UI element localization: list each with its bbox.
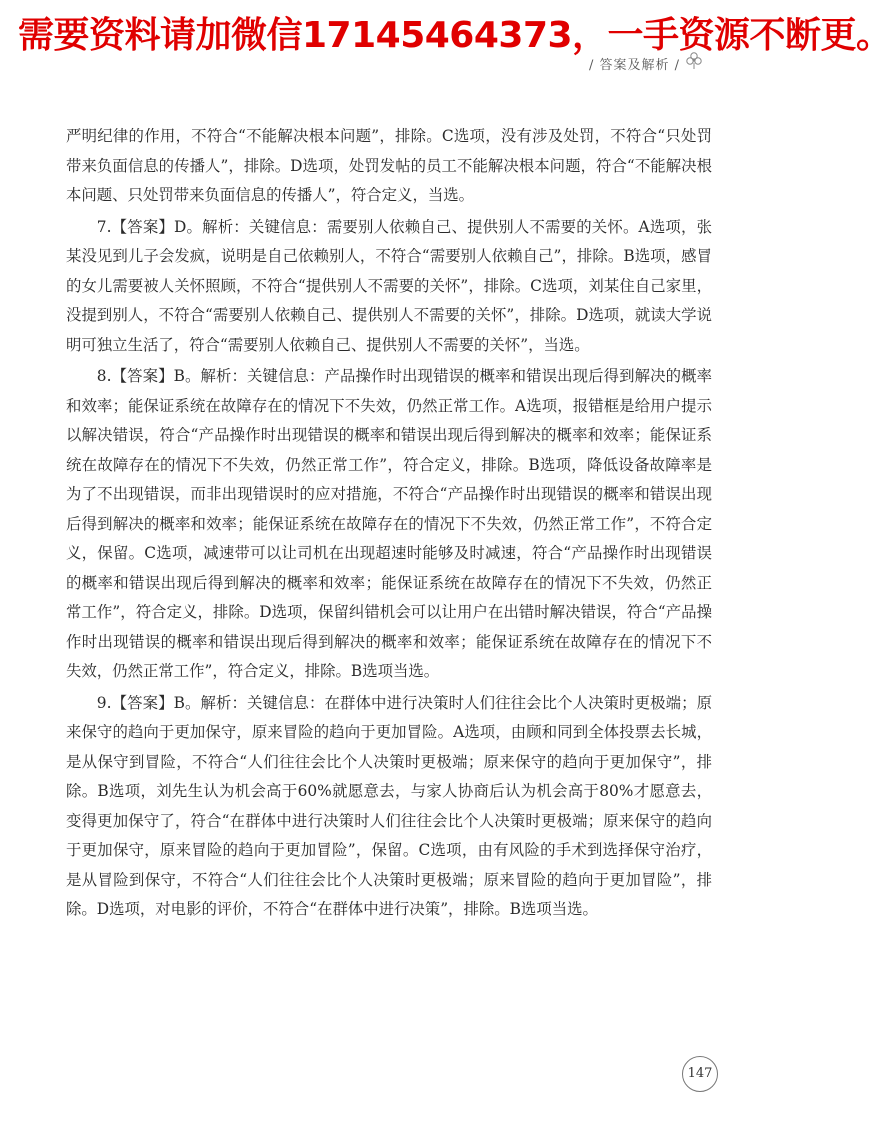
section-tag: / 答案及解析 / [588, 58, 680, 73]
answer-9: 9.【答案】B。解析：关键信息：在群体中进行决策时人们往往会比个人决策时更极端；原来保守的趋向于更加保守，原来冒险的趋向于更加冒险。A选项，由顾和同到全体投票去长城，是从保守到冒险，不符合“人们往往会比个人决策时更极端；原来保守的趋向于更加保守”，排除。B选项，刘先生认为机会高于60%就愿意去，与家人协商后认为机会高于80%才愿意去，变得更加保守了，符合“在群体中进行决策时人们往往会比个人决策时更极端；原来保守的趋向于更加保守，原来冒险的趋向于更加冒险”，保留。C选项，由有风险的手术到选择保守治疗，是从冒险到保守，不符合“人们往往会比个人决策时更极端；原来冒险的趋向于更加冒险”，排除。D选项，对电影的评价，不符合“在群体中进行决策”，排除。B选项当选。 [66, 693, 712, 918]
answer-explanations [66, 122, 712, 925]
paragraph-continuation: 严明纪律的作用，不符合“不能解决根本问题”，排除。C选项，没有涉及处罚，不符合“只处罚带来负面信息的传播人”，排除。D选项，处罚发帖的员工不能解决根本问题，符合“不能解决根本问题、只处罚带来负面信息的传播人”，符合定义，当选。 [66, 127, 712, 204]
watermark-banner: 需要资料请加微信17145464373，一手资源不断更。 [18, 15, 892, 56]
flower-icon [684, 50, 704, 70]
answer-8: 8.【答案】B。解析：关键信息：产品操作时出现错误的概率和错误出现后得到解决的概率和效率；能保证系统在故障存在的情况下不失效，仍然正常工作。A选项，报错框是给用户提示以解决错误，符合“产品操作时出现错误的概率和错误出现后得到解决的概率和效率；能保证系统在故障存在的情况下不失效，仍然正常工作”，符合定义，排除。B选项，降低设备故障率是为了不出现错误，而非出现错误时的应对措施，不符合“产品操作时出现错误的概率和错误出现后得到解决的概率和效率；能保证系统在故障存在的情况下不失效，仍然正常工作”，不符合定义，保留。C选项，减速带可以让司机在出现超速时能够及时减速，符合“产品操作时出现错误的概率和错误出现后得到解决的概率和效率；能保证系统在故障存在的情况下不失效，仍然正常工作”，符合定义，排除。D选项，保留纠错机会可以让用户在出错时解决错误，符合“产品操作时出现错误的概率和错误出现后得到解决的概率和效率；能保证系统在故障存在的情况下不失效，仍然正常工作”，符合定义，排除。B选项当选。 [66, 367, 712, 680]
answer-7: 7.【答案】D。解析：关键信息：需要别人依赖自己、提供别人不需要的关怀。A选项，张某没见到儿子会发疯，说明是自己依赖别人，不符合“需要别人依赖自己”，排除。B选项，感冒的女儿需要被人关怀照顾，不符合“提供别人不需要的关怀”，排除。C选项，刘某住自己家里，没提到别人，不符合“需要别人依赖自己、提供别人不需要的关怀”，排除。D选项，就读大学说明可独立生活了，符合“需要别人依赖自己、提供别人不需要的关怀”，当选。 [66, 217, 712, 354]
page-number: 147 [682, 1056, 718, 1092]
